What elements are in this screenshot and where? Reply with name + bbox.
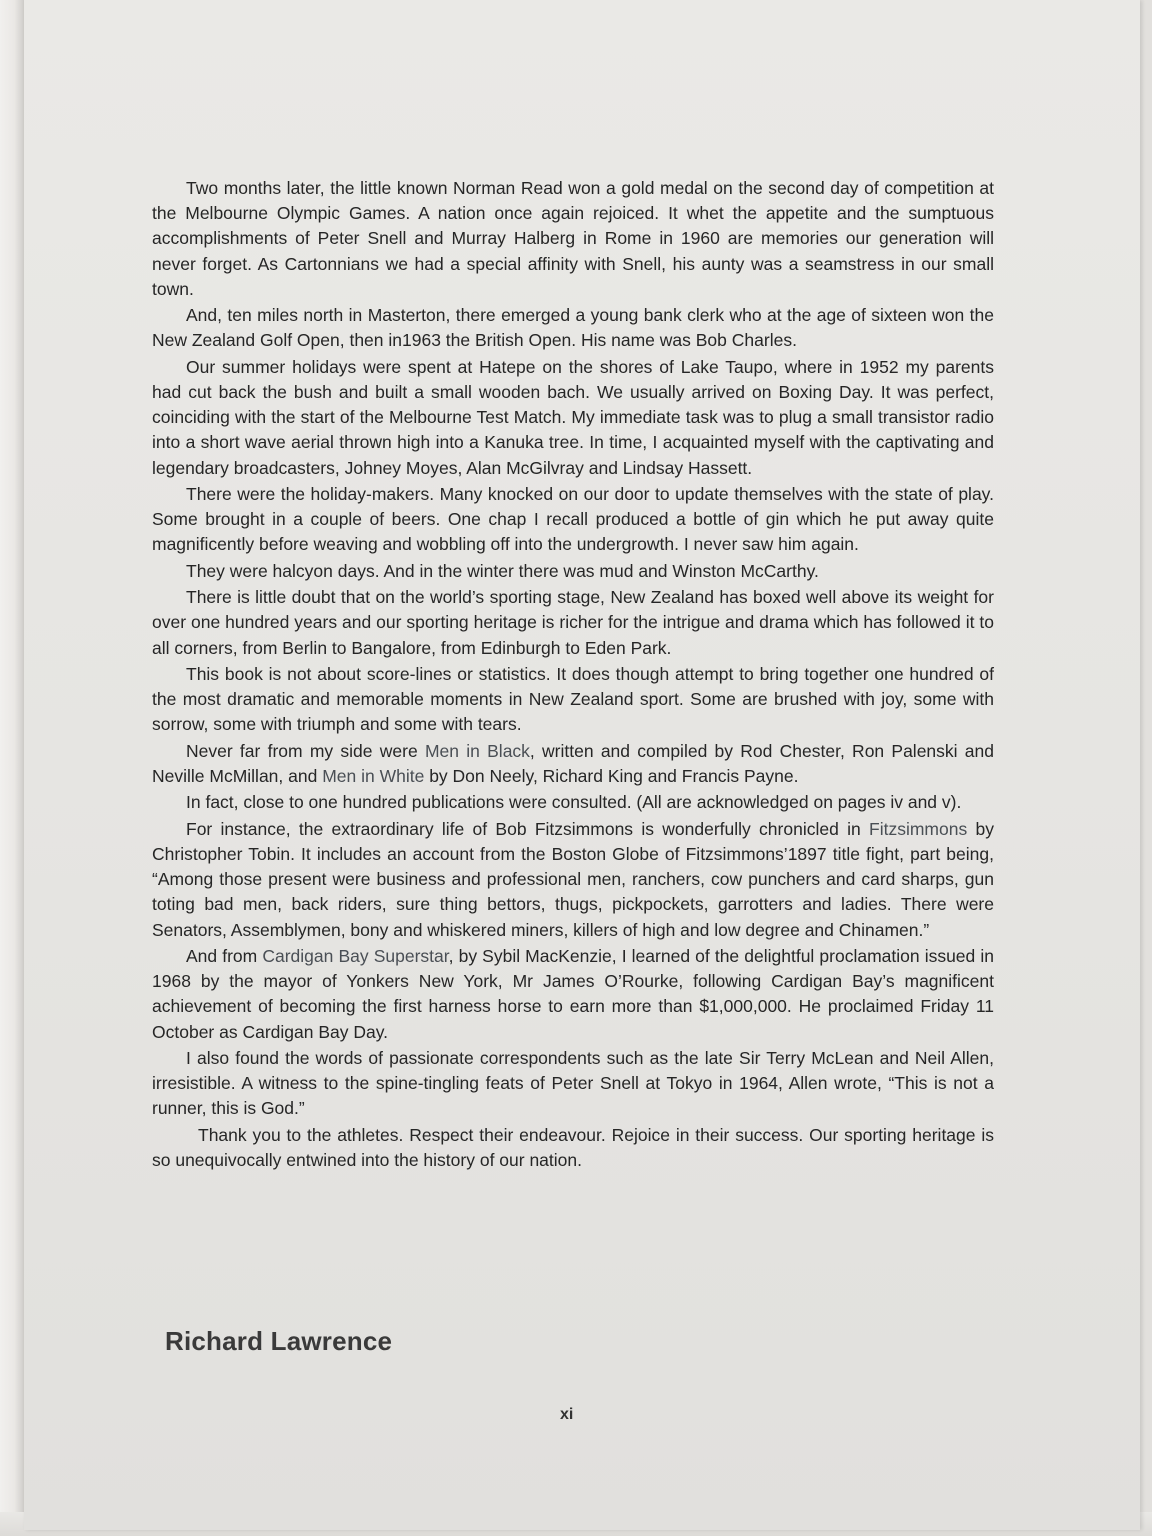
paragraph-text: Thank you to the athletes. Respect their endeavour. Rejoice in their success. Our sporting heritage is so unequivocally entwined into the history of our nation.	[152, 1124, 994, 1170]
paragraph-text: , by Sybil MacKenzie, I learned of the delightful proclamation issued in 1968 by the mayor of Yonkers New York, Mr James O’Rourke, following Cardigan Bay’s magnificent achievement of becoming the first harness horse to earn more than $1,000,000. He proclaimed Friday 11 October as Cardigan Bay Day.	[152, 945, 994, 1042]
paragraph	[152, 303, 994, 353]
paragraph-text: Two months later, the little known Norman Read won a gold medal on the second day of competition at the Melbourne Olympic Games. A nation once again rejoiced. It whet the appetite and the sumptuous accomplishments of Peter Snell and Murray Halberg in Rome in 1960 are memories our generation will never forget. As Cartonnians we had a special affinity with Snell, his aunty was a seamstress in our small town.	[152, 178, 994, 299]
paragraph	[152, 662, 994, 738]
body-text	[152, 176, 994, 1174]
paragraph-text: , written and compiled by Rod Chester, Ron Palenski and Neville McMillan, and	[152, 740, 994, 786]
book-title-reference: Men in Black	[424, 740, 530, 761]
paragraph-text: There is little doubt that on the world’s sporting stage, New Zealand has boxed well above its weight for over one hundred years and our sporting heritage is richer for the intrigue and drama which has followed it to all corners, from Berlin to Bangalore, from Edinburgh to Eden Park.	[152, 587, 994, 658]
paragraph	[152, 944, 994, 1045]
book-title-reference: Men in White	[322, 765, 425, 786]
paragraph-text: by Christopher Tobin. It includes an account from the Boston Globe of Fitzsimmons’1897 title fight, part being, “Among those present were business and professional men, ranchers, cow punchers and card sharps, gun toting bad men, back riders, sure thing bettors, thugs, pickpockets, garrotters and ladies. There were Senators, Assemblymen, bony and whiskered miners, killers of high and low degree and Chinamen.”	[152, 818, 994, 940]
paragraph-text: They were halcyon days. And in the winter there was mud and Winston McCarthy.	[186, 560, 819, 581]
paragraph-text: And, ten miles north in Masterton, there emerged a young bank clerk who at the age of sixteen won the New Zealand Golf Open, then in1963 the British Open. His name was Bob Charles.	[152, 305, 994, 351]
paragraph	[152, 1046, 994, 1122]
paragraph-text: I also found the words of passionate correspondents such as the late Sir Terry McLean and Neil Allen, irresistible. A witness to the spine-tingling feats of Peter Snell at Tokyo in 1964, Allen wrote, “This is not a runner, this is God.”	[152, 1047, 994, 1119]
paragraph	[152, 355, 994, 481]
paragraph	[152, 482, 994, 558]
paragraph	[152, 790, 994, 815]
paragraph	[152, 1123, 994, 1173]
paragraph-text: by Don Neely, Richard King and Francis Payne.	[424, 765, 799, 786]
paragraph-text: This book is not about score-lines or statistics. It does though attempt to bring together one hundred of the most dramatic and memorable moments in New Zealand sport. Some are brushed with joy, some with sorrow, some with triumph and some with tears.	[152, 663, 994, 735]
paragraph	[152, 817, 994, 943]
book-title-reference: Cardigan Bay Superstar	[262, 945, 449, 966]
paragraph-text: Our summer holidays were spent at Hatepe on the shores of Lake Taupo, where in 1952 my parents had cut back the bush and built a small wooden bach. We usually arrived on Boxing Day. It was perfect, coinciding with the start of the Melbourne Test Match. My immediate task was to plug a small transistor radio into a short wave aerial thrown high into a Kanuka tree. In time, I acquainted myself with the captivating and legendary broadcasters, Johney Moyes, Alan McGilvray and Lindsay Hassett.	[152, 356, 994, 478]
paragraph-text: In fact, close to one hundred publications were consulted. (All are acknowledged on pages iv and v).	[186, 792, 962, 813]
paragraph	[152, 585, 994, 661]
paragraph	[152, 739, 994, 789]
paragraph	[152, 176, 994, 302]
paragraph-text: For instance, the extraordinary life of Bob Fitzsimmons is wonderfully chronicled in	[186, 818, 870, 839]
paragraph	[152, 559, 994, 584]
book-title-reference: Fitzsimmons	[869, 818, 968, 839]
paragraph-text: Never far from my side were	[186, 740, 425, 761]
paragraph-text: And from	[186, 945, 263, 966]
page-number: xi	[560, 1406, 574, 1423]
author-signature: Richard Lawrence	[165, 1326, 393, 1356]
paragraph-text: There were the holiday-makers. Many knocked on our door to update themselves with the state of play. Some brought in a couple of beers. One chap I recall produced a bottle of gin which he put away quite magnificently before weaving and wobbling off into the undergrowth. I never saw him again.	[152, 484, 994, 555]
adjacent-page-edge	[0, 0, 24, 1536]
